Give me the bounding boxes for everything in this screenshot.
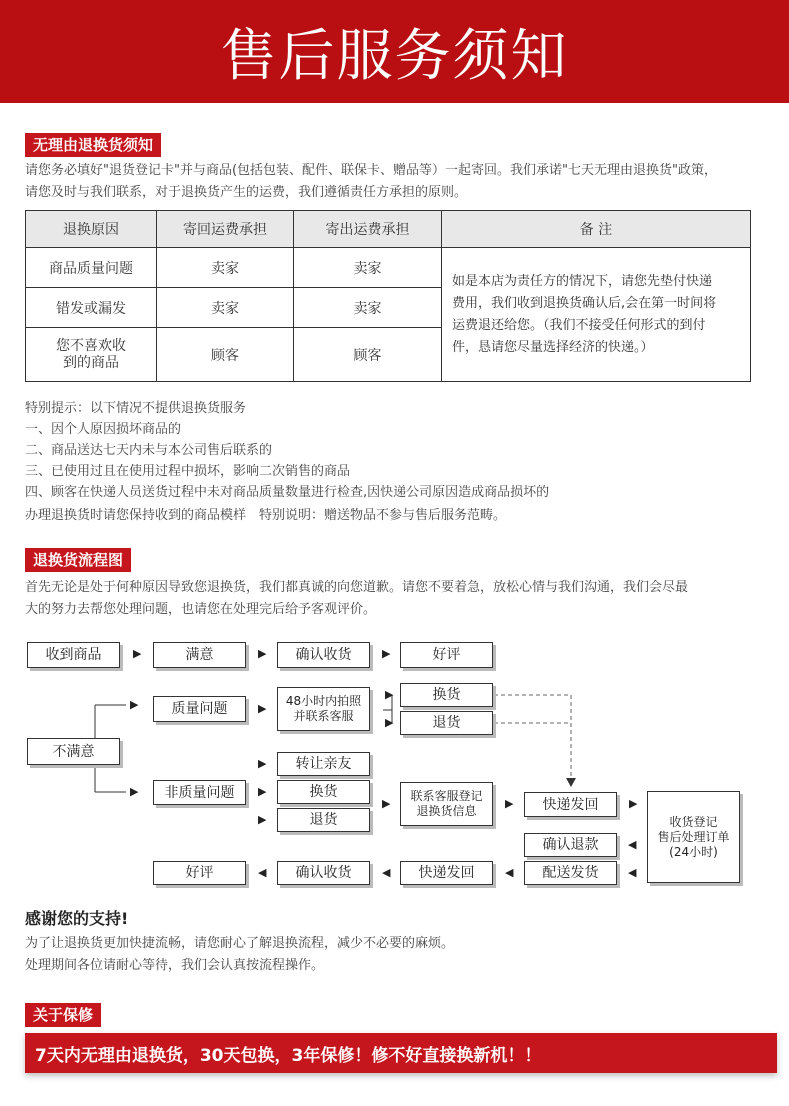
flow-received: 收到商品 bbox=[27, 642, 120, 668]
note-line: 费用，我们收到退换货确认后,会在第一时间将 bbox=[452, 295, 717, 311]
arrow-left-icon: ◀ bbox=[382, 866, 391, 879]
flow-ship: 配送发货 bbox=[524, 861, 617, 885]
flow-return: 退货 bbox=[400, 711, 493, 735]
flow-express-back-2: 快递发回 bbox=[400, 861, 493, 885]
arrow-right-icon: ▶ bbox=[382, 797, 391, 810]
reason-line: 您不喜欢收 bbox=[56, 337, 126, 354]
table-cell-reason bbox=[26, 328, 157, 382]
table-cell-send-cost: 卖家 bbox=[294, 288, 442, 328]
arrow-right-icon: ▶ bbox=[258, 757, 267, 770]
flow-satisfied: 满意 bbox=[153, 642, 246, 668]
arrow-right-icon: ▶ bbox=[258, 813, 267, 826]
arrow-right-icon: ▶ bbox=[629, 797, 638, 810]
warranty-banner bbox=[25, 1033, 777, 1073]
exclusion-item: 二、商品送达七天内未与本公司售后联系的 bbox=[25, 443, 273, 458]
flow-photo-contact bbox=[277, 687, 370, 731]
flow-photo-line: 并联系客服 bbox=[293, 709, 354, 723]
reason-line: 到的商品 bbox=[63, 354, 119, 371]
note-line: 如是本店为责任方的情况下，请您先垫付快递 bbox=[452, 273, 713, 289]
special-tip: 特别提示：以下情况不提供退换货服务 bbox=[25, 401, 247, 416]
note-line: 件，恳请您尽量选择经济的快递。） bbox=[452, 339, 654, 355]
arrow-right-icon: ▶ bbox=[130, 785, 139, 798]
arrow-right-icon: ▶ bbox=[385, 688, 394, 701]
flow-receipt-line: 售后处理订单 bbox=[657, 829, 730, 844]
flow-quality-issue: 质量问题 bbox=[153, 696, 246, 722]
flow-exchange: 换货 bbox=[400, 683, 493, 707]
table-row bbox=[26, 248, 751, 288]
flowchart-intro-line1: 首先无论是处于何种原因导致您退换货，我们都真诚的向您道歉。请您不要着急，放松心情与我们沟通，我们会尽最 bbox=[25, 580, 689, 595]
exclusion-item: 三、已使用过且在使用过程中损坏，影响二次销售的商品 bbox=[25, 464, 351, 479]
table-header: 寄回运费承担 bbox=[157, 211, 294, 248]
flow-confirm-receipt-2: 确认收货 bbox=[277, 861, 370, 885]
flow-good-review: 好评 bbox=[400, 642, 493, 668]
arrow-left-icon: ◀ bbox=[505, 866, 514, 879]
table-cell-return-cost: 卖家 bbox=[157, 288, 294, 328]
table-header: 寄出运费承担 bbox=[294, 211, 442, 248]
table-cell-return-cost: 顾客 bbox=[157, 328, 294, 382]
flow-register-info bbox=[400, 782, 493, 826]
flow-confirm-refund: 确认退款 bbox=[524, 833, 617, 857]
exclusion-item: 四、顾客在快递人员送货过程中未对商品质量数量进行检查,因快递公司原因造成商品损坏的 bbox=[25, 485, 550, 500]
header-banner bbox=[0, 0, 789, 103]
table-cell-send-cost: 顾客 bbox=[294, 328, 442, 382]
warranty-text: 7天内无理由退换货，30天包换，3年保修！修不好直接换新机！！ bbox=[35, 1045, 542, 1066]
page-title: 售后服务须知 bbox=[220, 23, 569, 89]
table-cell-note bbox=[442, 248, 751, 382]
arrow-right-icon: ▶ bbox=[385, 716, 394, 729]
arrow-left-icon: ◀ bbox=[628, 838, 637, 851]
arrow-right-icon: ▶ bbox=[258, 785, 267, 798]
return-policy-intro-line2: 请您及时与我们联系，对于退换货产生的运费，我们遵循责任方承担的原则。 bbox=[25, 185, 468, 200]
return-cost-table bbox=[25, 210, 751, 382]
flowchart-intro-line2: 大的努力去帮您处理问题，也请您在处理完后给予客观评价。 bbox=[25, 602, 377, 617]
arrow-right-icon: ▶ bbox=[258, 647, 267, 660]
thanks-line2: 处理期间各位请耐心等待，我们会认真按流程操作。 bbox=[25, 958, 325, 973]
section-tag-return-policy: 无理由退换货须知 bbox=[25, 133, 161, 157]
flow-receipt-line: (24小时) bbox=[669, 844, 718, 859]
flow-unsatisfied: 不满意 bbox=[27, 738, 120, 765]
arrow-right-icon: ▶ bbox=[505, 797, 514, 810]
table-header: 备 注 bbox=[442, 211, 751, 248]
arrow-right-icon: ▶ bbox=[382, 647, 391, 660]
arrow-down-icon bbox=[566, 778, 576, 787]
arrow-left-icon: ◀ bbox=[628, 866, 637, 879]
return-flowchart bbox=[0, 630, 789, 900]
flow-good-review-2: 好评 bbox=[153, 861, 246, 885]
table-cell-reason: 商品质量问题 bbox=[26, 248, 157, 288]
flow-exchange-2: 换货 bbox=[277, 780, 370, 804]
flow-non-quality-issue: 非质量问题 bbox=[153, 780, 246, 805]
flow-return-2: 退货 bbox=[277, 808, 370, 832]
table-header: 退换原因 bbox=[26, 211, 157, 248]
note-line: 运费退还给您。（我们不接受任何形式的到付 bbox=[452, 317, 706, 333]
arrow-right-icon: ▶ bbox=[130, 698, 139, 711]
flow-express-back: 快递发回 bbox=[524, 792, 617, 817]
arrow-right-icon: ▶ bbox=[133, 647, 142, 660]
flow-photo-line: 48小时内拍照 bbox=[285, 694, 362, 708]
thanks-title: 感谢您的支持! bbox=[25, 909, 129, 928]
section-tag-warranty: 关于保修 bbox=[25, 1003, 101, 1027]
return-remark: 办理退换货时请您保持收到的商品模样 特别说明：赠送物品不参与售后服务范畴。 bbox=[25, 508, 507, 523]
table-cell-send-cost: 卖家 bbox=[294, 248, 442, 288]
arrow-right-icon: ▶ bbox=[258, 702, 267, 715]
flow-confirm-receipt: 确认收货 bbox=[277, 642, 370, 668]
return-policy-intro-line1: 请您务必填好"退货登记卡"并与商品(包括包装、配件、联保卡、赠品等）一起寄回。我们承诺"七天无理由退换货"政策， bbox=[25, 163, 717, 178]
flow-register-line: 退换货信息 bbox=[416, 804, 477, 818]
table-cell-return-cost: 卖家 bbox=[157, 248, 294, 288]
flow-transfer-friend: 转让亲友 bbox=[277, 752, 370, 776]
flow-register-line: 联系客服登记 bbox=[410, 789, 483, 803]
table-cell-reason: 错发或漏发 bbox=[26, 288, 157, 328]
table-header-row bbox=[26, 211, 751, 248]
thanks-line1: 为了让退换货更加快捷流畅，请您耐心了解退换流程，减少不必要的麻烦。 bbox=[25, 936, 455, 951]
flow-receipt-processing bbox=[647, 791, 740, 883]
section-tag-flowchart: 退换货流程图 bbox=[25, 548, 131, 572]
exclusion-item: 一、因个人原因损坏商品的 bbox=[25, 422, 182, 437]
arrow-left-icon: ◀ bbox=[258, 866, 267, 879]
flow-receipt-line: 收货登记 bbox=[669, 814, 718, 829]
